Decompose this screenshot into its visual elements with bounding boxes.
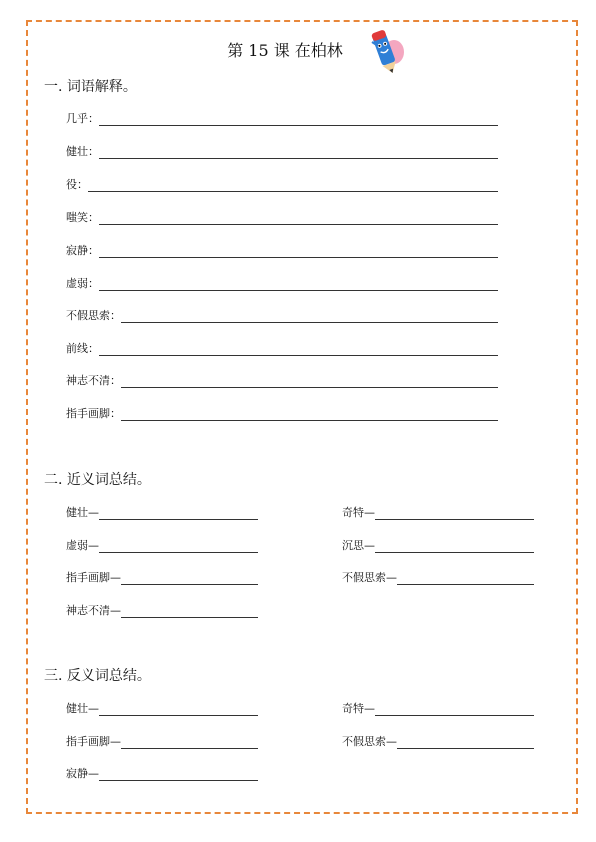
answer-line[interactable] (121, 408, 498, 421)
antonym-row (66, 700, 258, 716)
synonym-row (66, 504, 258, 520)
section-2-heading: 二. 近义词总结。 (44, 472, 151, 488)
term-label: 奇特 (342, 702, 364, 715)
dash-separator: — (364, 539, 375, 552)
dash-separator: — (364, 506, 375, 519)
dash-separator: — (110, 735, 121, 748)
answer-line[interactable] (99, 343, 498, 356)
synonym-row (342, 504, 534, 520)
dash-separator: — (364, 702, 375, 715)
dash-separator: — (386, 735, 397, 748)
answer-line[interactable] (88, 179, 498, 192)
antonym-row (342, 733, 534, 749)
term-label: 役： (66, 178, 88, 191)
term-label: 不假思索 (342, 571, 386, 584)
definition-row (66, 242, 498, 258)
term-label: 指手画脚： (66, 407, 121, 420)
answer-line[interactable] (99, 278, 498, 291)
definition-row (66, 110, 498, 126)
answer-line[interactable] (375, 703, 534, 716)
term-label: 指手画脚 (66, 735, 110, 748)
answer-line[interactable] (121, 572, 258, 585)
dash-separator: — (110, 571, 121, 584)
term-label: 奇特 (342, 506, 364, 519)
synonym-row (66, 569, 258, 585)
definition-row (66, 372, 498, 388)
answer-line[interactable] (375, 507, 534, 520)
dash-separator: — (88, 539, 99, 552)
answer-line[interactable] (121, 375, 498, 388)
term-label: 不假思索 (342, 735, 386, 748)
term-label: 嗤笑： (66, 211, 99, 224)
term-label: 沉思 (342, 539, 364, 552)
answer-line[interactable] (121, 605, 258, 618)
section-3-heading: 三. 反义词总结。 (44, 668, 151, 684)
answer-line[interactable] (397, 572, 534, 585)
answer-line[interactable] (99, 146, 498, 159)
answer-line[interactable] (99, 212, 498, 225)
antonym-row (66, 733, 258, 749)
synonym-row (66, 537, 258, 553)
antonym-row (342, 700, 534, 716)
term-label: 虚弱： (66, 277, 99, 290)
term-label: 虚弱 (66, 539, 88, 552)
dash-separator: — (110, 604, 121, 617)
definition-row (66, 340, 498, 356)
synonym-row (342, 569, 534, 585)
answer-line[interactable] (99, 703, 258, 716)
answer-line[interactable] (99, 768, 258, 781)
term-label: 神志不清： (66, 374, 121, 387)
answer-line[interactable] (99, 507, 258, 520)
synonym-row (342, 537, 534, 553)
dash-separator: — (88, 506, 99, 519)
definition-row (66, 209, 498, 225)
pencil-mascot-icon (362, 24, 410, 76)
answer-line[interactable] (99, 540, 258, 553)
definition-row (66, 275, 498, 291)
term-label: 前线： (66, 342, 99, 355)
answer-line[interactable] (121, 736, 258, 749)
dash-separator: — (88, 702, 99, 715)
term-label: 指手画脚 (66, 571, 110, 584)
definition-row (66, 405, 498, 421)
answer-line[interactable] (375, 540, 534, 553)
answer-line[interactable] (397, 736, 534, 749)
antonym-row (66, 765, 258, 781)
answer-line[interactable] (99, 113, 498, 126)
term-label: 寂静 (66, 767, 88, 780)
term-label: 健壮： (66, 145, 99, 158)
term-label: 神志不清 (66, 604, 110, 617)
term-label: 不假思索： (66, 309, 121, 322)
term-label: 健壮 (66, 702, 88, 715)
section-1-heading: 一. 词语解释。 (44, 79, 137, 95)
page-title: 第 15 课 在柏林 (227, 41, 343, 60)
term-label: 几乎： (66, 112, 99, 125)
definition-row (66, 307, 498, 323)
definition-row (66, 143, 498, 159)
answer-line[interactable] (99, 245, 498, 258)
dash-separator: — (88, 767, 99, 780)
term-label: 寂静： (66, 244, 99, 257)
synonym-row (66, 602, 258, 618)
dash-separator: — (386, 571, 397, 584)
answer-line[interactable] (121, 310, 498, 323)
definition-row (66, 176, 498, 192)
term-label: 健壮 (66, 506, 88, 519)
